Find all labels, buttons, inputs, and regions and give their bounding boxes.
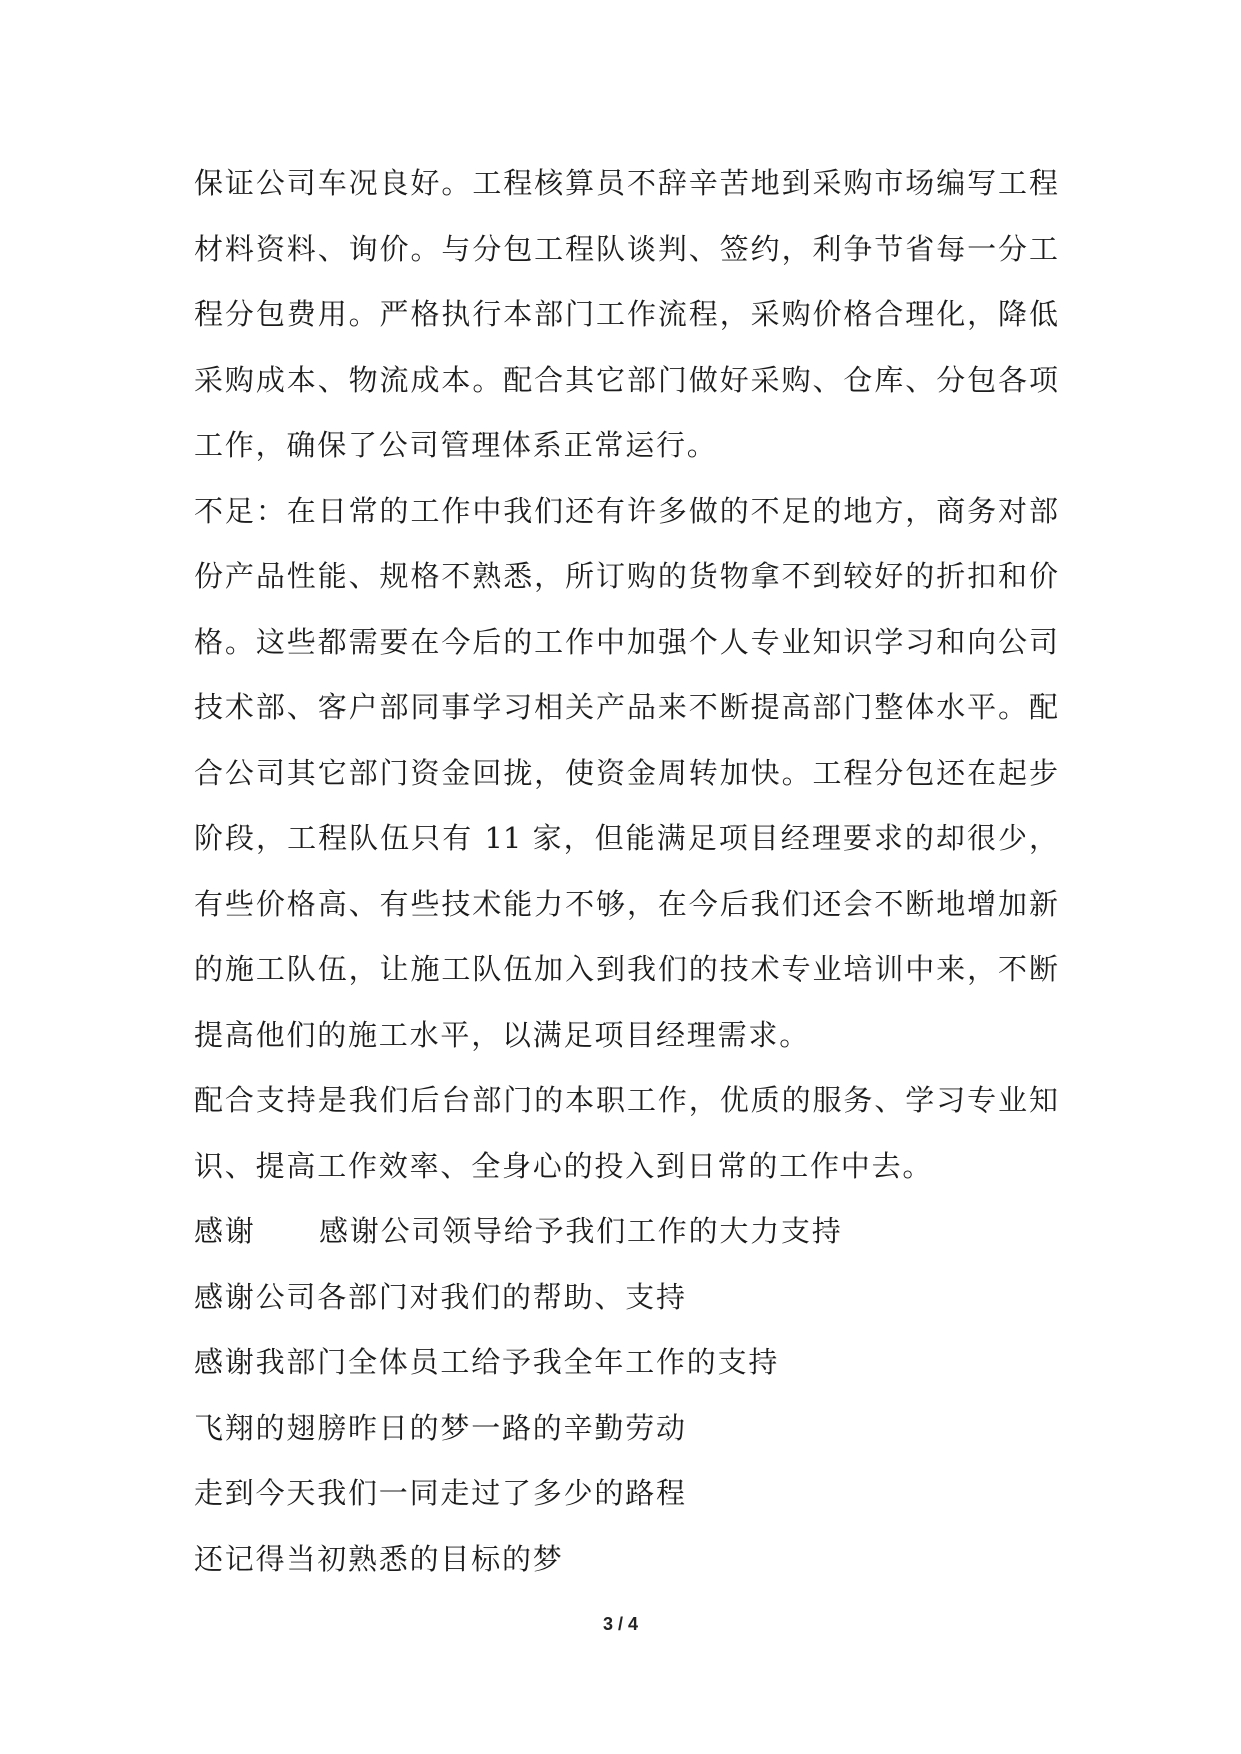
text-line: 保证公司车况良好。工程核算员不辞辛苦地到采购市场编写工程 <box>194 166 1058 200</box>
thanks-line <box>194 1199 1058 1265</box>
text-line: 识、提高工作效率、全身心的投入到日常的工作中去。 <box>194 1148 934 1183</box>
thanks-label: 感谢 <box>194 1214 256 1248</box>
text-line: 有些价格高、有些技术能力不够，在今后我们还会不断地增加新 <box>194 886 1058 921</box>
text-line: 材料资料、询价。与分包工程队谈判、签约，利争节省每一分工 <box>194 231 1058 266</box>
paragraph-shortcomings <box>194 479 1058 1069</box>
text-line: 不足：在日常的工作中我们还有许多做的不足的地方，商务对部 <box>194 493 1058 528</box>
document-body <box>194 151 1058 1592</box>
thanks-line: 感谢公司各部门对我们的帮助、支持 <box>194 1279 687 1314</box>
poem-line: 还记得当初熟悉的目标的梦 <box>194 1541 564 1576</box>
text-line: 技术部、客户部同事学习相关产品来不断提高部门整体水平。配 <box>194 690 1058 724</box>
poem-line: 飞翔的翅膀昨日的梦一路的辛勤劳动 <box>194 1410 687 1445</box>
poem-line: 走到今天我们一同走过了多少的路程 <box>194 1476 687 1510</box>
text-line: 阶段，工程队伍只有 11 家，但能满足项目经理要求的却很少， <box>194 821 1058 855</box>
page-number: 3 / 4 <box>602 1614 639 1634</box>
text-line: 份产品性能、规格不熟悉，所订购的货物拿不到较好的折扣和价 <box>194 559 1058 593</box>
thanks-text: 感谢公司领导给予我们工作的大力支持 <box>319 1214 843 1248</box>
text-line: 程分包费用。严格执行本部门工作流程，采购价格合理化，降低 <box>194 297 1058 331</box>
thanks-section <box>194 1199 1058 1592</box>
text-line: 采购成本、物流成本。配合其它部门做好采购、仓库、分包各项 <box>194 362 1058 397</box>
text-line: 配合支持是我们后台部门的本职工作，优质的服务、学习专业知 <box>194 1083 1058 1117</box>
text-line: 提高他们的施工水平，以满足项目经理需求。 <box>194 1017 811 1052</box>
text-line: 格。这些都需要在今后的工作中加强个人专业知识学习和向公司 <box>194 624 1058 659</box>
text-line: 工作，确保了公司管理体系正常运行。 <box>194 428 718 462</box>
thanks-line: 感谢我部门全体员工给予我全年工作的支持 <box>194 1345 780 1379</box>
paragraph-support <box>194 1068 1058 1199</box>
paragraph-work-summary <box>194 151 1058 479</box>
text-line: 的施工队伍，让施工队伍加入到我们的技术专业培训中来，不断 <box>194 952 1058 986</box>
text-line: 合公司其它部门资金回拢，使资金周转加快。工程分包还在起步 <box>194 755 1058 790</box>
